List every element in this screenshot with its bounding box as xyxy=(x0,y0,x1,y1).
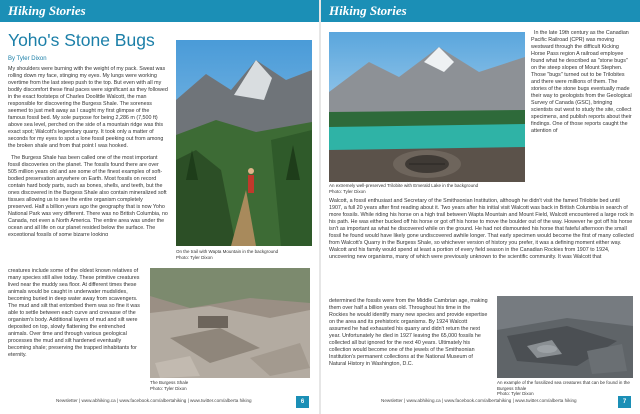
article-title: Yoho's Stone Bugs xyxy=(8,30,155,50)
photo2-caption: The Burgess Shale xyxy=(150,380,189,385)
intro-text: My shoulders were burning with the weight of my pack. Sweat was rolling down my face, stinging my eyes. My lungs were working overtime from the last steep push to the top. But even with all my bodily discomfort these final paces were significant as they followed in the exact footsteps of Charles Doolittle Walcott, the man responsible for discovering the Burgess Shale. The soreness seemed to just melt away as I caught my first glimpse of the famous fossil bed. My sole purpose for being 2,286 m (7,500 ft) above sea level, perched on the side of a mountain ridge was this exact spot; Walcott's legendary quarry. It took only a matter of seconds for my eyes to spot a lone fossil peeking out from among the broken shale and from that point I was hooked. xyxy=(8,66,168,149)
column-top-paragraph xyxy=(531,30,634,200)
photo3-caption: An extremely well-preserved Trilobite with Emerald Lake in the background xyxy=(329,183,479,188)
page-number: 7 xyxy=(618,396,631,408)
photo1-caption: On the trail with Wapta Mountain in the background xyxy=(176,249,279,254)
right-footer xyxy=(321,396,640,408)
bottom-paragraph xyxy=(8,268,144,394)
photo4-caption: An example of the fossilized sea creatures that can be found in the Burgess Shale xyxy=(497,380,630,391)
photo2-credit: Photo: Tyler Dixon xyxy=(150,385,187,391)
burgess-shale-photo xyxy=(150,268,310,378)
fossil-photo xyxy=(497,296,633,378)
trilobite-lake-photo xyxy=(329,32,525,182)
publication-title: Hiking Stories xyxy=(329,3,407,18)
full-width-text: Walcott, a fossil enthusiast and Secretary of the Smithsonian Institution, although he didn't visit the famed Trilobite bed until 1907, a full 20 years after first reading about it. Two years after his initial visit Walcott was back in British Columbia in search of more fossils. While riding his horse on a high trail between Wapta Mountain and Mount Field, Walcott encountered a large rock in his path. He was either bucked off his horse or got off his horse to move the boulder out of the way. However he got off his horse isn't as important as what he discovered while on the ground. He had not dismounted his horse that fateful afternoon the small fossil he found would have likely gone undiscovered awhile longer. That early specimen would become the first of many collected from Walcott's Quarry in the Burgess Shale, so whichever version of history you prefer, it was a defining moment either way. Walcott and his family would spend at least a portion of every field season in the Canadian Rockies from 1907 to 1924, uncovering new organisms, many of which were previously unknown to the scientific community. It was Walcott that xyxy=(329,198,634,260)
footer-links: Newsletter | www.abhiking.ca | www.facebook.com/albertahiking | www.twitter.com/alberta hiking xyxy=(381,398,577,403)
page-header xyxy=(321,0,640,22)
footer-links: Newsletter | www.abhiking.ca | www.facebook.com/albertahiking | www.twitter.com/alberta hiking xyxy=(56,398,252,403)
page-header xyxy=(0,0,319,22)
photo4-caption-block xyxy=(497,380,635,397)
photo4-credit: Photo: Tyler Dixon xyxy=(497,391,534,397)
column-top-text: In the late 19th century as the Canadian Pacific Railroad (CPR) was moving westward through the difficult Kicking Horse Pass region A railroad employee found what he described as "stone bugs" on the steep slopes of Mount Stephen. Those "bugs" turned out to be Trilobites and there were millions of them. The stories of the stone bugs eventually made their way to geologists from the Geological Survey of Canada (GSC), bringing scientists out west to study the site, collect specimens, and publish reports about their findings. One of those reports caught the attention of xyxy=(531,30,632,134)
page-number: 6 xyxy=(296,396,309,408)
fossil-image xyxy=(497,296,633,378)
trilobite-lake-image xyxy=(329,32,525,182)
photo3-credit: Photo: Tyler Dixon xyxy=(329,188,366,194)
burgess-shale-image xyxy=(150,268,310,378)
right-page xyxy=(321,0,640,414)
bottom-text: creatures include some of the oldest known relatives of many species still alive today. These primitive creatures lived near the muddy sea floor. At different times these animals would be caught in underwater mudslides, becoming buried in deep water away from scavengers. The mud and silt that entombed them was so fine it was able to settle between each curve and crevasse of the organism's body. Additional layers of mud and silt were deposited on top, slowly flattening the entrenched animals. Over time and through various geological processes the mud and silt hardened eventually becoming shale; preserving the trapped inhabitants for eternity. xyxy=(8,268,140,358)
publication-title: Hiking Stories xyxy=(8,3,86,18)
lower-paragraph xyxy=(329,298,489,394)
photo3-caption-block xyxy=(329,183,529,194)
left-page xyxy=(0,0,319,414)
intro-paragraph xyxy=(8,66,168,236)
photo1-caption-block xyxy=(176,249,314,260)
left-footer xyxy=(0,396,319,408)
middle-text: The Burgess Shale has been called one of the most important fossil discoveries on the planet. The fossils found there are over 505 million years old and are some of the finest examples of soft-bodied preservation anywhere on Earth. Most fossils on record contain hard body parts, such as bones, shells, and teeth, but the ones discovered in the Burgess Shale also contain mineralized soft tissues allowing us to see the entire organism completely preserved. Half a billion years ago the geography that is now Yoho National Park was very different. There was no British Columbia, no Canada, not even a North America. The entire area was under the ocean and all life on our planet resided below the surface. The exceptional fossils of some bizarre looking xyxy=(8,155,168,236)
trail-photo-image xyxy=(176,40,312,246)
photo2-caption-block xyxy=(150,380,300,391)
full-width-paragraph xyxy=(329,198,634,298)
photo1-credit: Photo: Tyler Dixon xyxy=(176,254,213,260)
trail-photo xyxy=(176,40,312,246)
byline: By Tyler Dixon xyxy=(8,56,47,62)
lower-text: determined the fossils were from the Middle Cambrian age, making them over half a billion years old. Throughout his time in the Rockies he would identify many new species and provide expertise on the area and its prehistoric organisms. By 1924 Walcott assumed he had exhausted his quarry and didn't return the next year. Unfortunately he died in 1927 leaving the 65,000 fossils he collected all but ignored for the next 40 years. Ultimately his collection would become one of the jewels of the Smithsonian Institution's permanent collections at the National Museum of Natural History in Washington, D.C. xyxy=(329,298,488,367)
